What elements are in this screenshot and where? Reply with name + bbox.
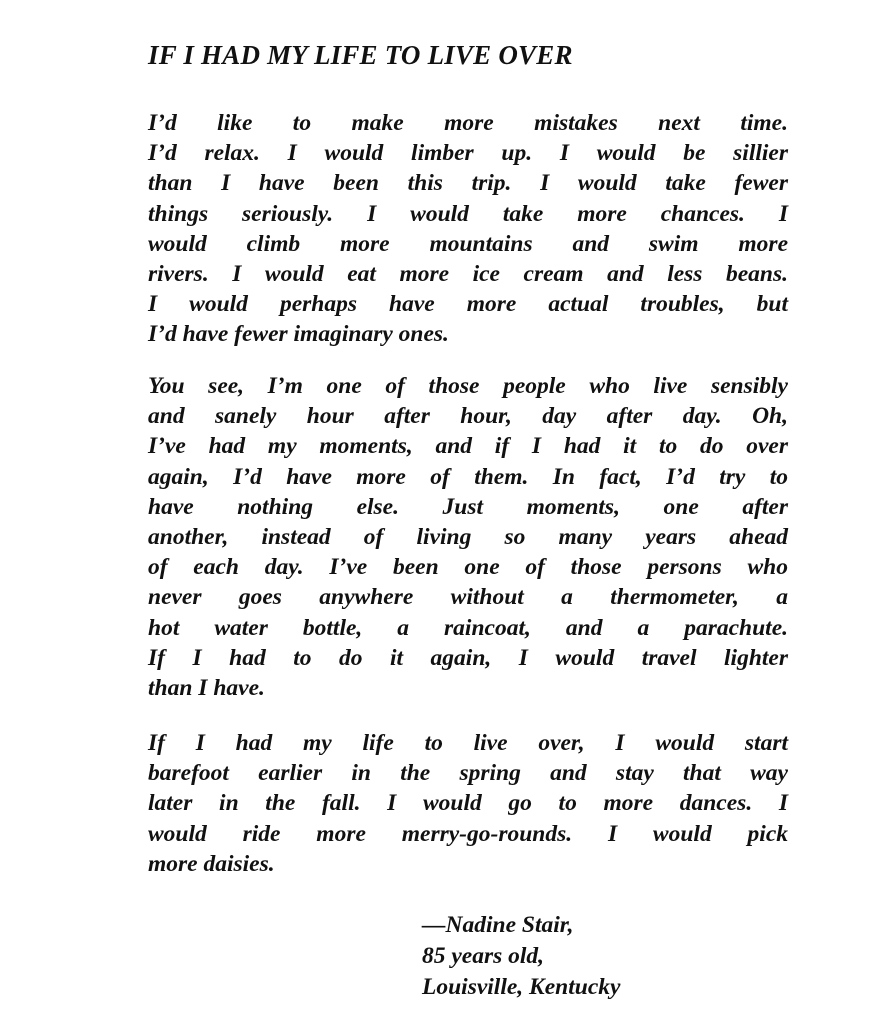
text-line: later in the fall. I would go to more dances. I: [148, 790, 788, 817]
text-line: again, I’d have more of them. In fact, I’d try to: [148, 463, 788, 490]
text-line: If I had to do it again, I would travel lighter: [148, 644, 788, 671]
text-line: I would perhaps have more actual troubles, but: [148, 291, 788, 318]
text-line: another, instead of living so many years ahead: [148, 523, 788, 550]
text-line: have nothing else. Just moments, one after: [148, 493, 788, 520]
text-line: You see, I’m one of those people who live sensibly: [148, 373, 788, 399]
text-line: rivers. I would eat more ice cream and less beans.: [148, 260, 788, 287]
text-line: I’d relax. I would limber up. I would be sillier: [148, 140, 788, 167]
text-line: hot water bottle, a raincoat, and a parachute.: [148, 614, 788, 641]
text-line: of each day. I’ve been one of those persons who: [148, 554, 788, 581]
text-line: never goes anywhere without a thermometer, a: [148, 584, 788, 611]
paragraph-2: [148, 371, 788, 703]
text-line: I’ve had my moments, and if I had it to do over: [148, 433, 788, 460]
paragraph-3: [148, 728, 788, 879]
text-line: I’d have fewer imaginary ones.: [148, 321, 449, 348]
text-line: If I had my life to live over, I would start: [148, 730, 788, 756]
signature-block: [422, 910, 620, 1003]
text-line: barefoot earlier in the spring and stay that way: [148, 760, 788, 787]
author-place: Louisville, Kentucky: [422, 974, 621, 1000]
text-line: would ride more merry-go-rounds. I would pick: [148, 820, 788, 847]
poem-title: IF I HAD MY LIFE TO LIVE OVER: [148, 40, 573, 70]
text-line: would climb more mountains and swim more: [148, 230, 788, 257]
text-line: things seriously. I would take more chances. I: [148, 200, 788, 227]
author-age: 85 years old,: [422, 943, 545, 969]
text-line: I’d like to make more mistakes next time.: [148, 110, 788, 136]
paragraph-1: [148, 108, 788, 350]
text-line: and sanely hour after hour, day after day. Oh,: [148, 403, 788, 430]
text-line: than I have.: [148, 674, 265, 701]
text-line: more daisies.: [148, 850, 275, 877]
text-line: than I have been this trip. I would take fewer: [148, 170, 788, 197]
author-name: —Nadine Stair,: [422, 912, 574, 938]
